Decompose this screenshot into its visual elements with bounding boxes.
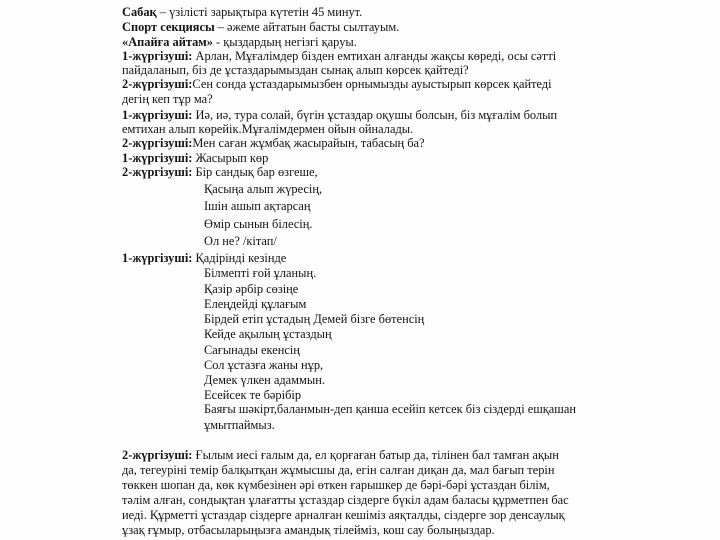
speaker-label: 2-жүргізуші: [122, 165, 193, 179]
dialogue-line [122, 135, 425, 151]
intro-lesson-line [122, 4, 362, 20]
speaker-label: 1-жүргізуші: [122, 151, 193, 165]
dialogue-text: Мен саған жұмбақ жасырайын, табасың ба? [192, 136, 425, 150]
verse-line: Сол ұстазға жаны нұр, [204, 358, 324, 372]
dialogue-line [122, 447, 559, 463]
lesson-text: – үзілісті зарықтыра күтетін 45 минут. [156, 5, 363, 19]
lesson-label: Сабақ [122, 5, 157, 19]
speaker-label: 1-жүргізуші: [122, 108, 193, 122]
verse-line: Білмепті ғой ұланың. [204, 266, 317, 280]
sport-text: – әжеме айтатын басты сылтауым. [214, 20, 400, 34]
speaker-label: 2-жүргізуші: [122, 136, 193, 150]
dialogue-text: Қадірінді кезінде [192, 251, 287, 265]
verse-line: Қазір әрбір сөзіңе [204, 282, 299, 296]
verse-line: ұмытпаймыз. [204, 418, 275, 432]
apaiga-label: «Апайға айтам» [122, 35, 213, 49]
verse-line: Елеңдейді құлағым [204, 297, 307, 311]
verse-line: Қасыңа алып жүресің, [204, 182, 323, 196]
sport-label: Спорт секциясы [122, 20, 215, 34]
apaiga-text: - қыздардың негізгі қаруы. [212, 35, 357, 49]
dialogue-continuation: тәлім алған, сондықтан ұлағатты ұстаздар сіздерге бүкіл адам баласы құрметпен бас [122, 493, 569, 507]
verse-line: Кейде ақылың ұстаздың [204, 327, 332, 341]
dialogue-line [122, 164, 318, 180]
dialogue-line [122, 76, 552, 92]
dialogue-text: Ғылым иесі ғалым да, ел қорғаған батыр да, тілінен бал тамған ақын [192, 448, 559, 462]
verse-line: Сағынады екенсің [204, 343, 300, 357]
dialogue-continuation: да, тегеуріні темір балқытқан жұмысшы да, егін салған диқан да, мал бағып терін [122, 463, 555, 477]
dialogue-continuation: пайдаланып, біз де ұстаздарымыздан сынақ алып көрсек қайтеді? [122, 63, 469, 77]
dialogue-continuation: емтихан алып көрейік.Мұғалімдермен ойын ойналады. [122, 122, 414, 136]
intro-sport-line [122, 19, 399, 35]
verse-line: Өмір сынын білесің. [204, 217, 313, 231]
verse-line: Бірдей етіп ұстадың Демей бізге бөтенсің [204, 312, 425, 326]
verse-line: Ішін ашып ақтарсаң [204, 199, 311, 213]
dialogue-text: Жасырып көр [192, 151, 269, 165]
dialogue-continuation: ұзақ ғұмыр, отбасыларыңызға амандық тілейміз, кош сау болыңыздар. [122, 523, 495, 537]
dialogue-continuation: иеді. Құрметті ұстаздар сіздерге арналған кешіміз аяқталды, сіздерге зор денсаулық [122, 508, 565, 522]
speaker-label: 1-жүргізуші: [122, 251, 193, 265]
dialogue-text: Бір сандық бар өзгеше, [192, 165, 318, 179]
dialogue-text: Арлан, Мұғалімдер бізден емтихан алғанды жақсы көреді, осы сәтті [192, 49, 557, 63]
dialogue-line [122, 250, 286, 266]
dialogue-continuation: дегің кеп тұр ма? [122, 92, 213, 106]
speaker-label: 1-жүргізуші: [122, 49, 193, 63]
speaker-label: 2-жүргізуші: [122, 77, 193, 91]
verse-line: Баяғы шәкірт,баланмын-деп қанша есейіп кетсек біз сіздерді ешқашан [204, 402, 576, 416]
verse-line: Демек үлкен адаммын. [204, 373, 325, 387]
dialogue-text: Сен сонда ұстаздарымызбен орнымызды ауыстырып көрсек қайтеді [192, 77, 552, 91]
verse-line: Есейсек те бәрібір [204, 388, 302, 402]
speaker-label: 2-жүргізуші: [122, 448, 193, 462]
dialogue-text: Иә, иә, тура солай, бүгін ұстаздар оқушы болсын, біз мұғалім болып [192, 108, 558, 122]
dialogue-continuation: төккен шопан да, көк күмбезінен әрі өткен ғарышкер де бәрі-бәрі ұстаздан білім, [122, 478, 550, 492]
verse-line: Ол не? /кітап/ [204, 234, 277, 248]
